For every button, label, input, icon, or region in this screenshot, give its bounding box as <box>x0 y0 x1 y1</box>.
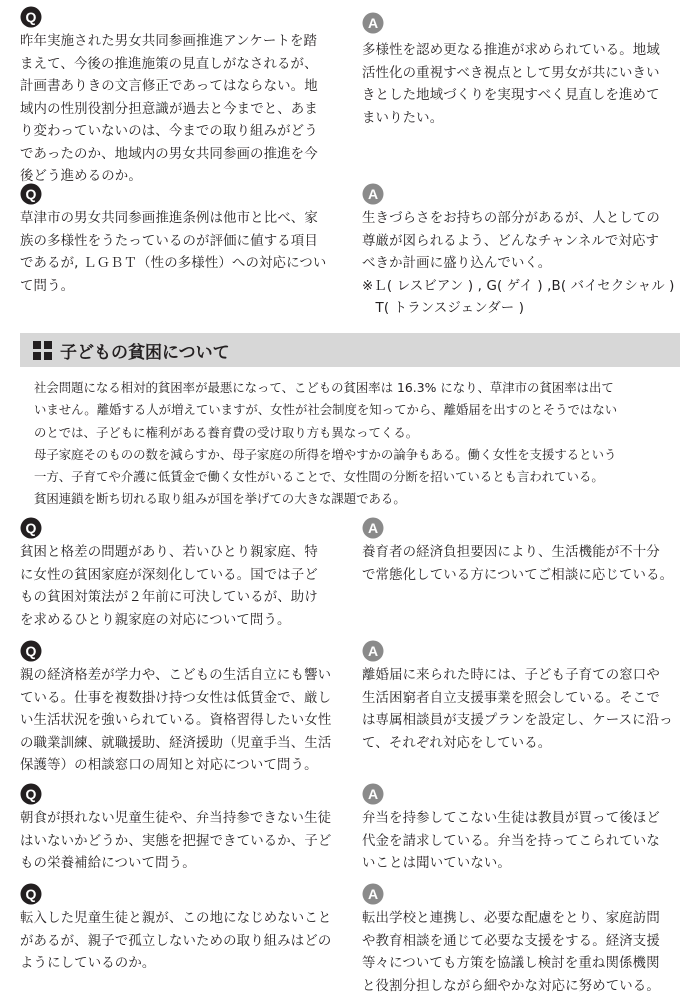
answer-column <box>362 6 682 130</box>
answer-column <box>362 640 682 755</box>
question-column <box>20 517 350 632</box>
answer-badge-letter: A <box>367 15 379 31</box>
question-text: 転入した児童生徒と親が、この地になじめないこと があるが、親子で孤立しないための取り組みはどの ようにしているのか。 <box>20 911 332 971</box>
answer-text: 離婚届に来られた時には、子ども子育ての窓口や 生活困窮者自立支援事業を照会している。そこで は専属相談員が支援プランを設定し、ケースに沿っ て、それぞれ対応をしている。 <box>362 668 673 751</box>
answer-column <box>362 783 682 876</box>
answer-badge-icon <box>362 783 384 805</box>
question-text: 親の経済格差が学力や、こどもの生活自立にも響い ている。仕事を複数掛け持つ女性は低賃金で、厳し い生活状況を強いられている。資格習得したい女性 の職業訓練、就職援助、経済援助（児童手当、生活 保護等）の相談窓口の周知と対応について問う。 <box>20 668 332 773</box>
question-badge-icon <box>20 883 42 905</box>
answer-text: 生きづらさをお持ちの部分があるが、人としての 尊厳が図られるよう、どんなチャンネルで対応す べきか計画に盛り込んでいく。 ※Ｌ( レスビアン ) , G( ゲイ ) ,B( バイセクシャル ) T( トランスジェンダー ) <box>362 211 675 316</box>
question-column <box>20 883 350 976</box>
question-text: 朝食が摂れない児童生徒や、弁当持参できない生徒 はいないかどうか、実態を把握できているか、子ど もの栄養補給について問う。 <box>20 811 332 871</box>
question-column <box>20 640 350 778</box>
question-column <box>20 783 350 876</box>
question-badge-icon <box>20 640 42 662</box>
question-badge-letter: Q <box>25 9 37 25</box>
question-text: 昨年実施された男女共同参画推進アンケートを踏 まえて、今後の推進施策の見直しがなされるが、 計画書ありきの文言修正であってはならない。地 域内の性別役割分担意識が過去と今までと、あま り変わっていないのは、今までの取り組みがどう であったのか、地域内の男女共同参画の推進を今 後どう進めるのか。 <box>20 34 318 184</box>
question-badge-icon <box>20 183 42 205</box>
section-title: 子どもの貧困について <box>60 342 230 363</box>
answer-text: 弁当を持参してこない生徒は教員が買って後ほど 代金を請求している。弁当を持ってこられていな いことは聞いていない。 <box>362 811 660 871</box>
answer-badge-letter: A <box>367 643 379 659</box>
answer-badge-letter: A <box>367 186 379 202</box>
grid-square-icon <box>33 341 52 360</box>
question-badge-icon <box>20 517 42 539</box>
section-intro: 社会問題になる相対的貧困率が最悪になって、こどもの貧困率は 16.3% になり、草津市の貧困率は出て いません。離婚する人が増えていますが、女性が社会制度を知ってから、離婚届を出すのとそうではない のとでは、子どもに権利がある養育費の受け取り方も異なってくる。 母子家庭そのものの数を減らすか、母子家庭の所得を増やすかの論争もある。働く女性を支援するという 一方、子育てや介護に低賃金で働く女性がいることで、女性間の分断を招いているとも言われている。 貧困連鎖を断ち切れる取り組みが国を挙げての大きな課題である。 <box>34 380 618 507</box>
question-badge-letter: Q <box>25 520 37 536</box>
question-text: 貧困と格差の問題があり、若いひとり親家庭、特 に女性の貧困家庭が深刻化している。国では子ど もの貧困対策法が２年前に可決しているが、助け を求めるひとり親家庭の対応について問う。 <box>20 545 318 628</box>
answer-text: 多様性を認め更なる推進が求められている。地域 活性化の重視すべき視点として男女が共にいきい きとした地域づくりを実現すべく見直しを進めて まいりたい。 <box>362 43 660 126</box>
answer-badge-letter: A <box>367 886 379 902</box>
question-badge-icon <box>20 783 42 805</box>
answer-badge-icon <box>362 12 384 34</box>
question-badge-letter: Q <box>25 643 37 659</box>
answer-badge-icon <box>362 183 384 205</box>
question-text: 草津市の男女共同参画推進条例は他市と比べ、家 族の多様性をうたっているのが評価に値する項目 であるが, ＬＧＢＴ（性の多様性）への対応につい て問う。 <box>20 211 327 294</box>
question-column <box>20 183 350 298</box>
answer-column <box>362 183 682 321</box>
answer-badge-letter: A <box>367 786 379 802</box>
question-column <box>20 6 350 189</box>
question-badge-letter: Q <box>25 786 37 802</box>
answer-badge-icon <box>362 517 384 539</box>
question-badge-icon <box>20 6 42 28</box>
section-header <box>20 333 680 367</box>
answer-badge-letter: A <box>367 520 379 536</box>
answer-badge-icon <box>362 883 384 905</box>
answer-text: 養育者の経済負担要因により、生活機能が不十分 で常態化している方についてご相談に応じている。 <box>362 545 674 583</box>
question-badge-letter: Q <box>25 886 37 902</box>
answer-column <box>362 517 682 587</box>
answer-text: 転出学校と連携し、必要な配慮をとり、家庭訪問 や教育相談を通じて必要な支援をする。経済支援 等々についても方策を協議し検討を重ね関係機関 と役割分担しながら細やかな対応に努めている。 <box>362 911 660 994</box>
answer-column <box>362 883 682 998</box>
question-badge-letter: Q <box>25 186 37 202</box>
answer-badge-icon <box>362 640 384 662</box>
